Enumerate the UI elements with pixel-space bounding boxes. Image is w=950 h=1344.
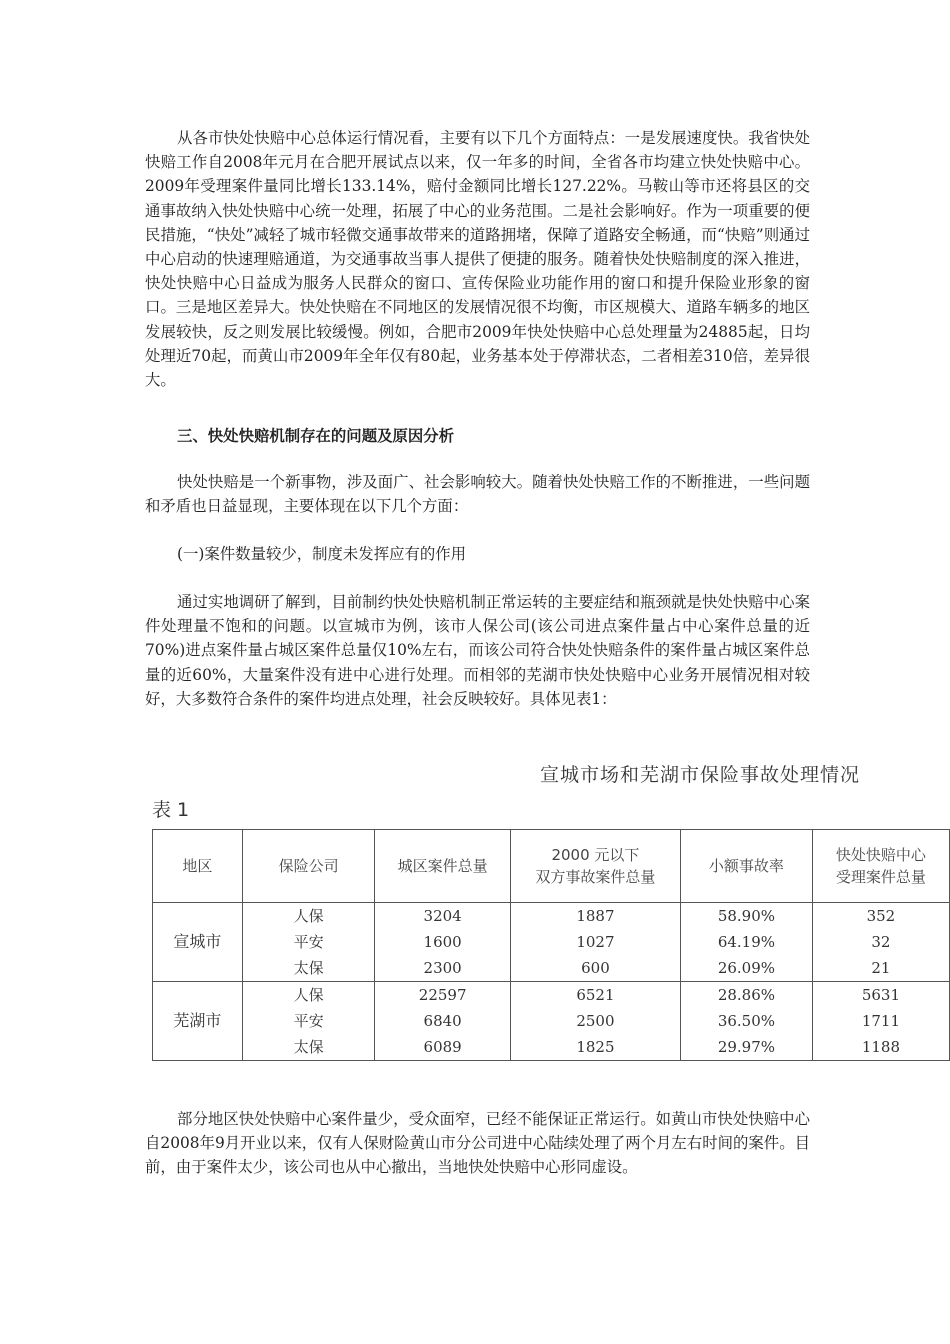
- total-cell: 6840: [375, 1008, 510, 1034]
- rate-cell: 36.50%: [681, 1008, 813, 1034]
- total-cell: 22597: [375, 982, 510, 1009]
- small-cell: 600: [510, 955, 680, 982]
- header-small-line1: 2000 元以下: [551, 846, 640, 864]
- subsection-heading: (一)案件数量较少，制度未发挥应有的作用: [177, 545, 467, 563]
- center-cell: 32: [812, 929, 949, 955]
- paragraph-text: 通过实地调研了解到，目前制约快处快赔机制正常运转的主要症结和瓶颈就是快处快赔中心案件处理量不饱和的问题。以宣城市为例，该市人保公司(该公司进点案件量占中心案件总量的近70%)进点案件量占城区案件总量仅10%左右，而该公司符合快处快赔条件的案件量占城区案件总量的近60%，大量案件没有进中心进行处理。而相邻的芜湖市快处快赔中心业务开展情况相对较好，大多数符合条件的案件均进点处理，社会反映较好。具体见表1：: [145, 593, 810, 708]
- company-cell: 太保: [242, 1034, 375, 1061]
- table-row: [153, 955, 950, 982]
- table-row: [153, 1008, 950, 1034]
- total-cell: 6089: [375, 1034, 510, 1061]
- small-cell: 2500: [510, 1008, 680, 1034]
- paragraph-text: 从各市快处快赔中心总体运行情况看，主要有以下几个方面特点：一是发展速度快。我省快处快赔工作自2008年元月在合肥开展试点以来，仅一年多的时间，全省各市均建立快处快赔中心。2009年受理案件量同比增长133.14%，赔付金额同比增长127.22%。马鞍山等市还将县区的交通事故纳入快处快赔中心统一处理，拓展了中心的业务范围。二是社会影响好。作为一项重要的便民措施，“快处”减轻了城市轻微交通事故带来的道路拥堵，保障了道路安全畅通，而“快赔”则通过中心启动的快速理赔通道，为交通事故当事人提供了便捷的服务。随着快处快赔制度的深入推进，快处快赔中心日益成为服务人民群众的窗口、宣传保险业功能作用的窗口和提升保险业形象的窗口。三是地区差异大。快处快赔在不同地区的发展情况很不均衡，市区规模大、道路车辆多的地区发展较快，反之则发展比较缓慢。例如，合肥市2009年快处快赔中心总处理量为24885起，日均处理近70起，而黄山市2009年全年仅有80起，业务基本处于停滞状态，二者相差310倍，差异很大。: [145, 129, 810, 390]
- small-cell: 1825: [510, 1034, 680, 1061]
- rate-cell: 29.97%: [681, 1034, 813, 1061]
- rate-cell: 26.09%: [681, 955, 813, 982]
- header-small-cases: [510, 830, 680, 903]
- paragraph-problems-intro: [145, 470, 810, 518]
- header-rate: 小额事故率: [681, 830, 813, 903]
- rate-cell: 58.90%: [681, 903, 813, 930]
- total-cell: 3204: [375, 903, 510, 930]
- small-cell: 6521: [510, 982, 680, 1009]
- table-title: 宣城市场和芜湖市保险事故处理情况: [540, 764, 861, 786]
- total-cell: 1600: [375, 929, 510, 955]
- rate-cell: 28.86%: [681, 982, 813, 1009]
- header-region: 地区: [153, 830, 243, 903]
- paragraph-development-features: [145, 126, 810, 392]
- company-cell: 平安: [242, 929, 375, 955]
- table-row: [153, 903, 950, 930]
- paragraph-text: 部分地区快处快赔中心案件量少，受众面窄，已经不能保证正常运行。如黄山市快处快赔中心自2008年9月开业以来，仅有人保财险黄山市分公司进中心陆续处理了两个月左右时间的案件。目前，由于案件太少，该公司也从中心撤出，当地快处快赔中心形同虚设。: [145, 1110, 810, 1177]
- table-row: [153, 982, 950, 1009]
- center-cell: 1188: [812, 1034, 949, 1061]
- rate-cell: 64.19%: [681, 929, 813, 955]
- region-cell: 宣城市: [153, 903, 243, 982]
- paragraph-text: 快处快赔是一个新事物，涉及面广、社会影响较大。随着快处快赔工作的不断推进，一些问题和矛盾也日益显现，主要体现在以下几个方面：: [145, 473, 810, 516]
- company-cell: 人保: [242, 903, 375, 930]
- company-cell: 平安: [242, 1008, 375, 1034]
- insurance-accident-table: [152, 829, 950, 1061]
- table-row: [153, 929, 950, 955]
- company-cell: 太保: [242, 955, 375, 982]
- center-cell: 1711: [812, 1008, 949, 1034]
- table-row: [153, 1034, 950, 1061]
- header-center-line2: 受理案件总量: [835, 868, 926, 886]
- paragraph-case-volume: [145, 590, 810, 711]
- paragraph-huangshan: [145, 1107, 810, 1180]
- region-cell: 芜湖市: [153, 982, 243, 1061]
- total-cell: 2300: [375, 955, 510, 982]
- center-cell: 5631: [812, 982, 949, 1009]
- center-cell: 21: [812, 955, 949, 982]
- header-small-line2: 双方事故案件总量: [535, 868, 656, 886]
- table-label: 表 1: [152, 799, 190, 821]
- small-cell: 1887: [510, 903, 680, 930]
- table-header-row: [153, 830, 950, 903]
- header-company: 保险公司: [242, 830, 375, 903]
- small-cell: 1027: [510, 929, 680, 955]
- center-cell: 352: [812, 903, 949, 930]
- header-center-line1: 快处快赔中心: [835, 846, 926, 864]
- company-cell: 人保: [242, 982, 375, 1009]
- header-total: 城区案件总量: [375, 830, 510, 903]
- section-heading: 三、快处快赔机制存在的问题及原因分析: [177, 427, 455, 445]
- header-center-cases: [812, 830, 949, 903]
